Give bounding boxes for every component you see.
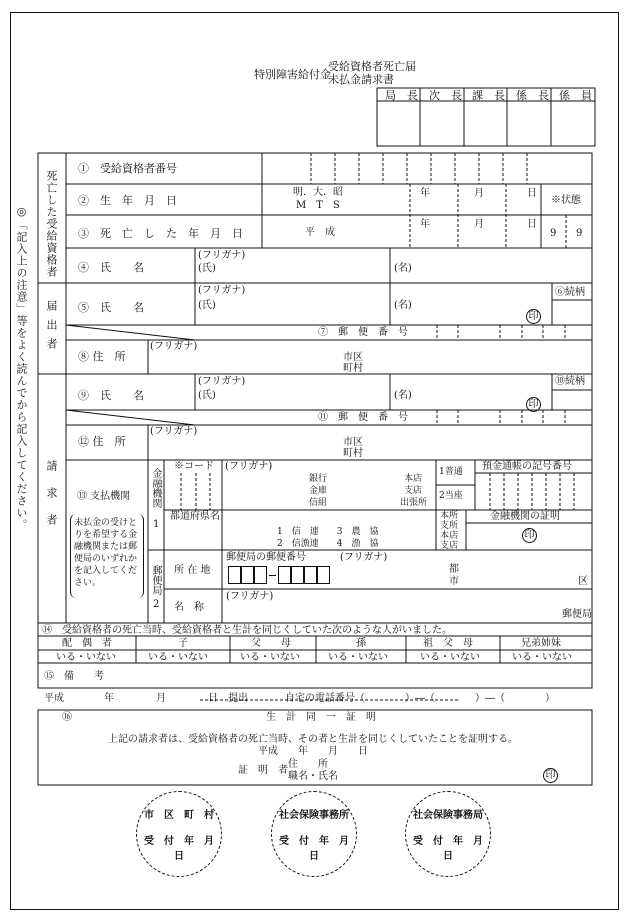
prefecture-to-label: 都	[449, 564, 459, 575]
submission-era: 平成	[44, 693, 64, 704]
relation-label: ⑩続柄	[555, 376, 585, 387]
shingyoren-options: 2 信漁連 4 漁 協	[277, 539, 379, 549]
family-header-spouse: 配 偶 者	[62, 638, 112, 649]
bank-type-kinko: 金庫	[309, 486, 328, 496]
certificate-number: ⑯	[62, 712, 72, 723]
post-office-postal-label: 郵便局の郵便番号	[226, 552, 306, 563]
side-note: ◎「記入上の注意」等をよく読んでから記入してください。	[15, 205, 28, 531]
certificate-body: 上記の請求者は、受給資格者の死亡当時、その者と生計を同じくしていたことを証明する。	[108, 734, 518, 745]
branch2-branch-store: 支店	[440, 541, 459, 551]
post-office-name-label: 名 称	[174, 602, 204, 613]
stamp-social-insurance-bureau	[405, 791, 491, 877]
stamp-bottom-text: 受 付 年 月 日	[144, 836, 224, 862]
option-two: 2	[153, 599, 160, 610]
given-name-label: (名)	[394, 300, 412, 311]
era-options: 明．大．昭	[293, 187, 343, 198]
approval-staff: 係 員	[559, 89, 592, 102]
field-notifier-address-label: ⑧ 住 所	[78, 350, 126, 363]
seal-mark: 印	[526, 397, 541, 412]
stamp-municipality	[136, 791, 222, 877]
field-deceased-name-label: ④ 氏 名	[78, 261, 144, 274]
city-ward-label: 市区	[343, 437, 363, 448]
town-village-label: 町村	[343, 448, 363, 459]
family-header-siblings: 兄弟姉妹	[521, 638, 561, 649]
submission-day: 日	[208, 693, 218, 704]
furigana-label: (フリガナ)	[198, 376, 246, 387]
city-ward-label: 市区	[343, 352, 363, 363]
era-options-roman: M T S	[296, 200, 340, 211]
branch2-main-office: 本所	[440, 511, 459, 521]
submission-filed: 提出	[228, 693, 248, 704]
financial-institution-label: 金融機関	[150, 468, 161, 508]
postal-digit-5[interactable]	[291, 566, 304, 584]
branch2-head-store: 本店	[440, 531, 459, 541]
account-type-current: 2当座	[439, 491, 463, 501]
approval-subsection-chief: 係 長	[516, 89, 549, 102]
postal-code-label: ⑦ 郵 便 番 号	[318, 327, 408, 338]
stamp-top-text: 社会保険事務局	[413, 810, 483, 821]
furigana-label: (フリガナ)	[225, 461, 273, 472]
field-notifier-name-label: ⑤ 氏 名	[78, 301, 144, 314]
furigana-label: (フリガナ)	[340, 552, 388, 563]
branch-type-main: 本店	[404, 474, 423, 484]
birth-month-unit: 月	[474, 188, 484, 199]
surname-label: (氏)	[198, 300, 216, 311]
furigana-label: (フリガナ)	[198, 250, 246, 261]
field-claimant-address-label: ⑫ 住 所	[78, 435, 126, 448]
family-header-child: 子	[178, 638, 188, 649]
certifier-label: 証 明 者	[238, 765, 288, 776]
field-birthdate-label: ② 生 年 月 日	[78, 194, 177, 207]
status-nine-2: 9	[576, 228, 583, 239]
remarks-label: ⑮ 備 考	[44, 671, 104, 682]
location-label: 所 在 地	[174, 565, 211, 576]
town-village-label: 町村	[343, 363, 363, 374]
prefecture-label: 都道府県名	[170, 511, 220, 522]
family-header-parents: 父 母	[251, 638, 291, 649]
certifier-position-name-label: 職名・氏名	[288, 771, 338, 782]
family-siblings-choice[interactable]: いる・いない	[512, 652, 572, 663]
seal-mark: 印	[526, 309, 541, 324]
section-notifier: 届出者	[45, 300, 58, 357]
family-grandparents-choice[interactable]: いる・いない	[420, 652, 480, 663]
seal-mark: 印	[543, 768, 558, 783]
post-office-label: 郵便局	[150, 565, 161, 595]
postal-dash	[269, 575, 276, 576]
ward-ku-label: 区	[578, 576, 588, 587]
submission-year: 年	[104, 693, 114, 704]
death-year-unit: 年	[420, 219, 430, 230]
section-deceased: 死亡した受給資格者	[45, 170, 58, 278]
postal-code-label: ⑪ 郵 便 番 号	[318, 412, 408, 423]
stamp-social-insurance-office	[271, 791, 357, 877]
birth-year-unit: 年	[420, 188, 430, 199]
branch-type-sub: 出張所	[400, 498, 428, 508]
field-recipient-number-label: ① 受給資格者番号	[78, 162, 177, 175]
postal-digit-1[interactable]	[228, 566, 241, 584]
approval-deputy: 次 長	[429, 89, 462, 102]
bank-certification-label: 金融機関の証明	[490, 511, 560, 522]
payment-note: 未払金の受けとりを希望する金融機関または郵便局のいずれかを記入してください。	[74, 518, 138, 588]
death-era-heisei: 平 成	[305, 227, 335, 238]
account-type-ordinary: 1普通	[439, 467, 463, 477]
birth-day-unit: 日	[527, 188, 537, 199]
postal-digit-3[interactable]	[254, 566, 267, 584]
shinren-options: 1 信 連 3 農 協	[277, 527, 379, 537]
city-shi-label: 市	[449, 576, 459, 587]
stamp-top-text: 市 区 町 村	[144, 810, 214, 821]
payment-institution-label: ⑬ 支払機関	[77, 491, 131, 502]
certificate-date: 平成 年 月 日	[258, 746, 368, 757]
option-one: 1	[153, 519, 160, 530]
seal-mark: 印	[522, 528, 537, 543]
section-claimant: 請求者	[45, 460, 58, 541]
home-phone-label: 自宅の電話番号（ ）―（ ）―（ ）	[285, 693, 555, 704]
furigana-label: (フリガナ)	[150, 426, 198, 437]
postal-digit-4[interactable]	[278, 566, 291, 584]
family-grandchild-choice[interactable]: いる・いない	[328, 652, 388, 663]
postal-digit-6[interactable]	[304, 566, 317, 584]
furigana-label: (フリガナ)	[150, 341, 198, 352]
post-office-suffix: 郵便局	[562, 609, 592, 620]
furigana-label: (フリガナ)	[226, 591, 274, 602]
form-title: 特別障害給付金	[254, 68, 331, 81]
death-day-unit: 日	[527, 219, 537, 230]
certifier-address-label: 住 所	[288, 759, 328, 770]
certificate-title: 生 計 同 一 証 明	[266, 712, 376, 723]
approval-director: 局 長	[385, 89, 418, 102]
bank-code-label: ※コード	[174, 461, 214, 472]
passbook-number-label: 預金通帳の記号番号	[482, 461, 572, 472]
postal-digit-7[interactable]	[317, 566, 330, 584]
given-name-label: (名)	[394, 263, 412, 274]
given-name-label: (名)	[394, 390, 412, 401]
status-nine-1: 9	[550, 228, 557, 239]
form-subtitle-2: 未払金請求書	[328, 73, 394, 86]
surname-label: (氏)	[198, 390, 216, 401]
family-spouse-choice[interactable]: いる・いない	[56, 652, 116, 663]
stamp-bottom-text: 受 付 年 月 日	[279, 836, 359, 862]
field-claimant-name-label: ⑨ 氏 名	[78, 389, 144, 402]
branch2-sub-office: 支所	[440, 521, 459, 531]
family-header-grandchild: 孫	[356, 638, 366, 649]
stamp-top-text: 社会保険事務所	[279, 810, 349, 821]
stamp-bottom-text: 受 付 年 月 日	[413, 836, 493, 862]
relation-label: ⑥続柄	[555, 287, 585, 298]
death-month-unit: 月	[474, 219, 484, 230]
family-child-choice[interactable]: いる・いない	[148, 652, 208, 663]
status-label: ※状態	[551, 195, 581, 206]
furigana-label: (フリガナ)	[198, 285, 246, 296]
bank-type-shinkumi: 信組	[309, 498, 328, 508]
field-death-date-label: ③ 死 亡 し た 年 月 日	[78, 227, 243, 240]
family-parents-choice[interactable]: いる・いない	[240, 652, 300, 663]
form-subtitle-1: 受給資格者死亡届	[328, 60, 416, 73]
branch-type-branch: 支店	[404, 486, 423, 496]
bank-type-bank: 銀行	[309, 474, 328, 484]
surname-label: (氏)	[198, 263, 216, 274]
submission-month: 月	[156, 693, 166, 704]
approval-section-chief: 課 長	[472, 89, 505, 102]
family-header-grandparents: 祖 父 母	[423, 638, 473, 649]
postal-digit-2[interactable]	[241, 566, 254, 584]
family-statement: ⑭ 受給資格者の死亡当時、受給資格者と生計を同じくしていた次のような人がいました。	[42, 625, 452, 636]
